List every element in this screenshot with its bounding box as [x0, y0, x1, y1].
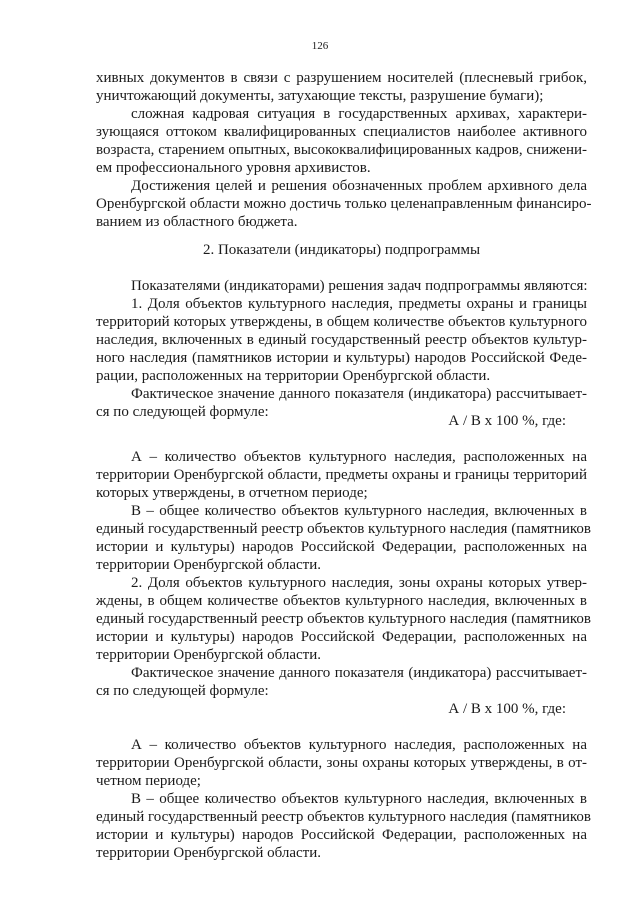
paragraph-line: которых утверждены, в отчетном периоде;: [96, 485, 368, 501]
paragraph-line: единый государственный реестр объектов культурного наследия (памятников: [96, 611, 591, 627]
paragraph-line: Фактическое значение данного показателя (индикатора) рассчитывает-: [131, 665, 587, 681]
paragraph-line: территории Оренбургской области.: [96, 845, 321, 861]
paragraph-line: ся по следующей формуле:: [96, 404, 269, 420]
section-heading: 2. Показатели (индикаторы) подпрограммы: [202, 242, 481, 258]
paragraph-line: В – общее количество объектов культурного наследия, включенных в: [131, 791, 587, 807]
paragraph-line: рации, расположенных на территории Оренбургской области.: [96, 368, 491, 384]
page-number: 126: [311, 40, 329, 52]
paragraph-line: ного наследия (памятников истории и культуры) народов Российской Феде-: [96, 350, 587, 366]
paragraph-line: Фактическое значение данного показателя (индикатора) рассчитывает-: [131, 386, 587, 402]
paragraph-line: В – общее количество объектов культурного наследия, включенных в: [131, 503, 587, 519]
paragraph-line: хивных документов в связи с разрушением носителей (плесневый грибок,: [96, 70, 587, 86]
paragraph-line: сложная кадровая ситуация в государственных архивах, характери-: [131, 106, 587, 122]
paragraph-line: ся по следующей формуле:: [96, 683, 269, 699]
paragraph-line: уничтожающий документы, затухающие тексты, разрушение бумаги);: [96, 88, 544, 104]
paragraph-line: 2. Доля объектов культурного наследия, зоны охраны которых утвер-: [131, 575, 587, 591]
paragraph-line: 1. Доля объектов культурного наследия, предметы охраны и границы: [131, 296, 587, 312]
paragraph-line: единый государственный реестр объектов культурного наследия (памятников: [96, 809, 591, 825]
paragraph-line: ждены, в общем количестве объектов культурного наследия, включенных в: [96, 593, 587, 609]
formula: А / В х 100 %, где:: [448, 413, 566, 429]
paragraph-line: зующаяся оттоком квалифицированных специалистов наиболее активного: [96, 124, 587, 140]
paragraph-line: истории и культуры) народов Российской Федерации, расположенных на: [96, 629, 587, 645]
paragraph-line: территории Оренбургской области, предметы охраны и границы территорий: [96, 467, 587, 483]
paragraph-line: Показателями (индикаторами) решения задач подпрограммы являются:: [131, 278, 588, 294]
paragraph-line: Достижения целей и решения обозначенных проблем архивного дела: [131, 178, 587, 194]
paragraph-line: территории Оренбургской области.: [96, 557, 321, 573]
paragraph-line: наследия, включенных в единый государственный реестр объектов культур-: [96, 332, 587, 348]
paragraph-line: возраста, старением опытных, высококвалифицированных кадров, снижени-: [96, 142, 587, 158]
paragraph-line: территории Оренбургской области, зоны охраны которых утверждены, в от-: [96, 755, 587, 771]
paragraph-line: А – количество объектов культурного наследия, расположенных на: [131, 449, 587, 465]
formula: А / В х 100 %, где:: [448, 701, 566, 717]
paragraph-line: Оренбургской области можно достичь только целенаправленным финансиро-: [96, 196, 592, 212]
paragraph-line: единый государственный реестр объектов культурного наследия (памятников: [96, 521, 591, 537]
paragraph-line: территории Оренбургской области.: [96, 647, 321, 663]
paragraph-line: четном периоде;: [96, 773, 201, 789]
paragraph-line: истории и культуры) народов Российской Федерации, расположенных на: [96, 827, 587, 843]
paragraph-line: ем профессионального уровня архивистов.: [96, 160, 371, 176]
paragraph-line: А – количество объектов культурного наследия, расположенных на: [131, 737, 587, 753]
paragraph-line: ванием из областного бюджета.: [96, 214, 298, 230]
paragraph-line: истории и культуры) народов Российской Федерации, расположенных на: [96, 539, 587, 555]
paragraph-line: территорий которых утверждены, в общем количестве объектов культурного: [96, 314, 587, 330]
